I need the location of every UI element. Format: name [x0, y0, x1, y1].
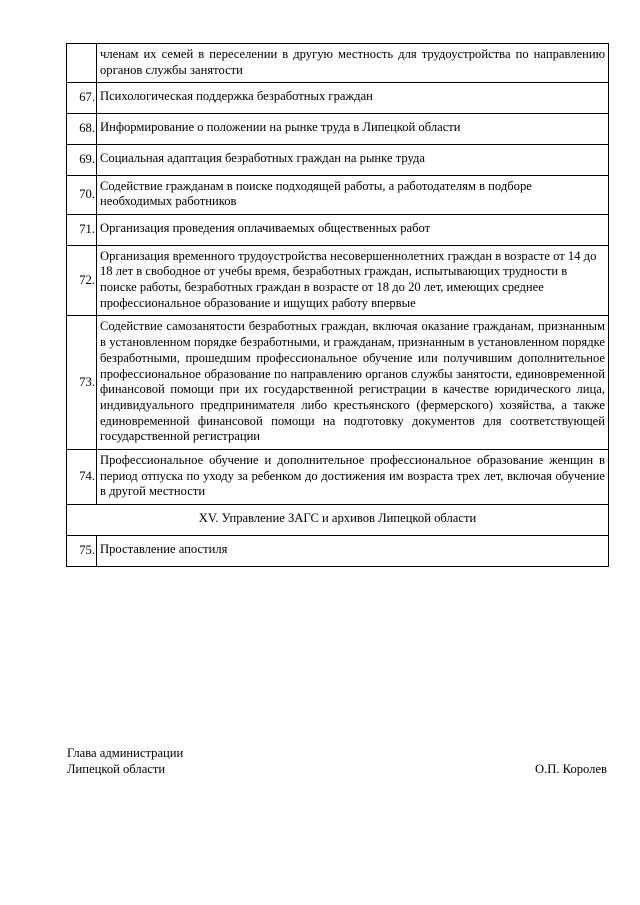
table-row [67, 175, 609, 214]
signature-block [67, 746, 607, 777]
row-number: 74. [67, 450, 97, 505]
row-text: Проставление апостиля [97, 535, 609, 566]
row-text: Социальная адаптация безработных граждан на рынке труда [97, 144, 609, 175]
row-text: Содействие самозанятости безработных граждан, включая оказание гражданам, признанным в установленном порядке безработными, и гражданам, признанным в установленном порядке безработными, прошедшим профессиональное обучение или получившим дополнительное профессиональное образование по направлению органов службы занятости, единовременной финансовой помощи при их государственной регистрации в качестве юридического лица, индивидуального предпринимателя либо крестьянского (фермерского) хозяйства, а также единовременной финансовой помощи на подготовку документов для соответствующей государственной регистрации [97, 316, 609, 450]
row-number: 75. [67, 535, 97, 566]
row-text: Содействие гражданам в поиске подходящей работы, а работодателям в подборе необходимых работников [97, 175, 609, 214]
table-row [67, 245, 609, 316]
row-text: Психологическая поддержка безработных граждан [97, 83, 609, 114]
row-text: Профессиональное обучение и дополнительное профессиональное образование женщин в период отпуска по уходу за ребенком до достижения им возраста трех лет, включая обучение в другой местности [97, 450, 609, 505]
table-row [67, 316, 609, 450]
services-table [66, 43, 609, 567]
row-number: 71. [67, 214, 97, 245]
row-text: Организация проведения оплачиваемых общественных работ [97, 214, 609, 245]
row-number: 72. [67, 245, 97, 316]
row-number: 70. [67, 175, 97, 214]
table-row [67, 535, 609, 566]
table-row [67, 450, 609, 505]
table-row [67, 114, 609, 145]
row-number: 69. [67, 144, 97, 175]
section-heading: XV. Управление ЗАГС и архивов Липецкой области [67, 505, 609, 536]
table-row [67, 83, 609, 114]
row-text-cell: членам их семей в переселении в другую местность для трудоустройства по направлению органов службы занятости [97, 44, 609, 83]
row-number: 67. [67, 83, 97, 114]
row-number: 73. [67, 316, 97, 450]
row-number: 68. [67, 114, 97, 145]
row-text: Организация временного трудоустройства несовершеннолетних граждан в возрасте от 14 до 18 лет в свободное от учебы время, безработных граждан, испытывающих трудности в поиске работы, безработных граждан в возрасте от 18 до 20 лет, имеющих среднее профессиональное образование и ищущих работу впервые [97, 245, 609, 316]
signatory-name: О.П. Королев [535, 761, 607, 776]
table-row [67, 44, 609, 83]
signatory-title-line2: Липецкой области [67, 761, 166, 776]
table-row [67, 214, 609, 245]
table-section-row [67, 505, 609, 536]
row-number-cell [67, 44, 97, 83]
row-text: Информирование о положении на рынке труда в Липецкой области [97, 114, 609, 145]
signatory-title-line1: Глава администрации [67, 746, 184, 760]
table-row [67, 144, 609, 175]
